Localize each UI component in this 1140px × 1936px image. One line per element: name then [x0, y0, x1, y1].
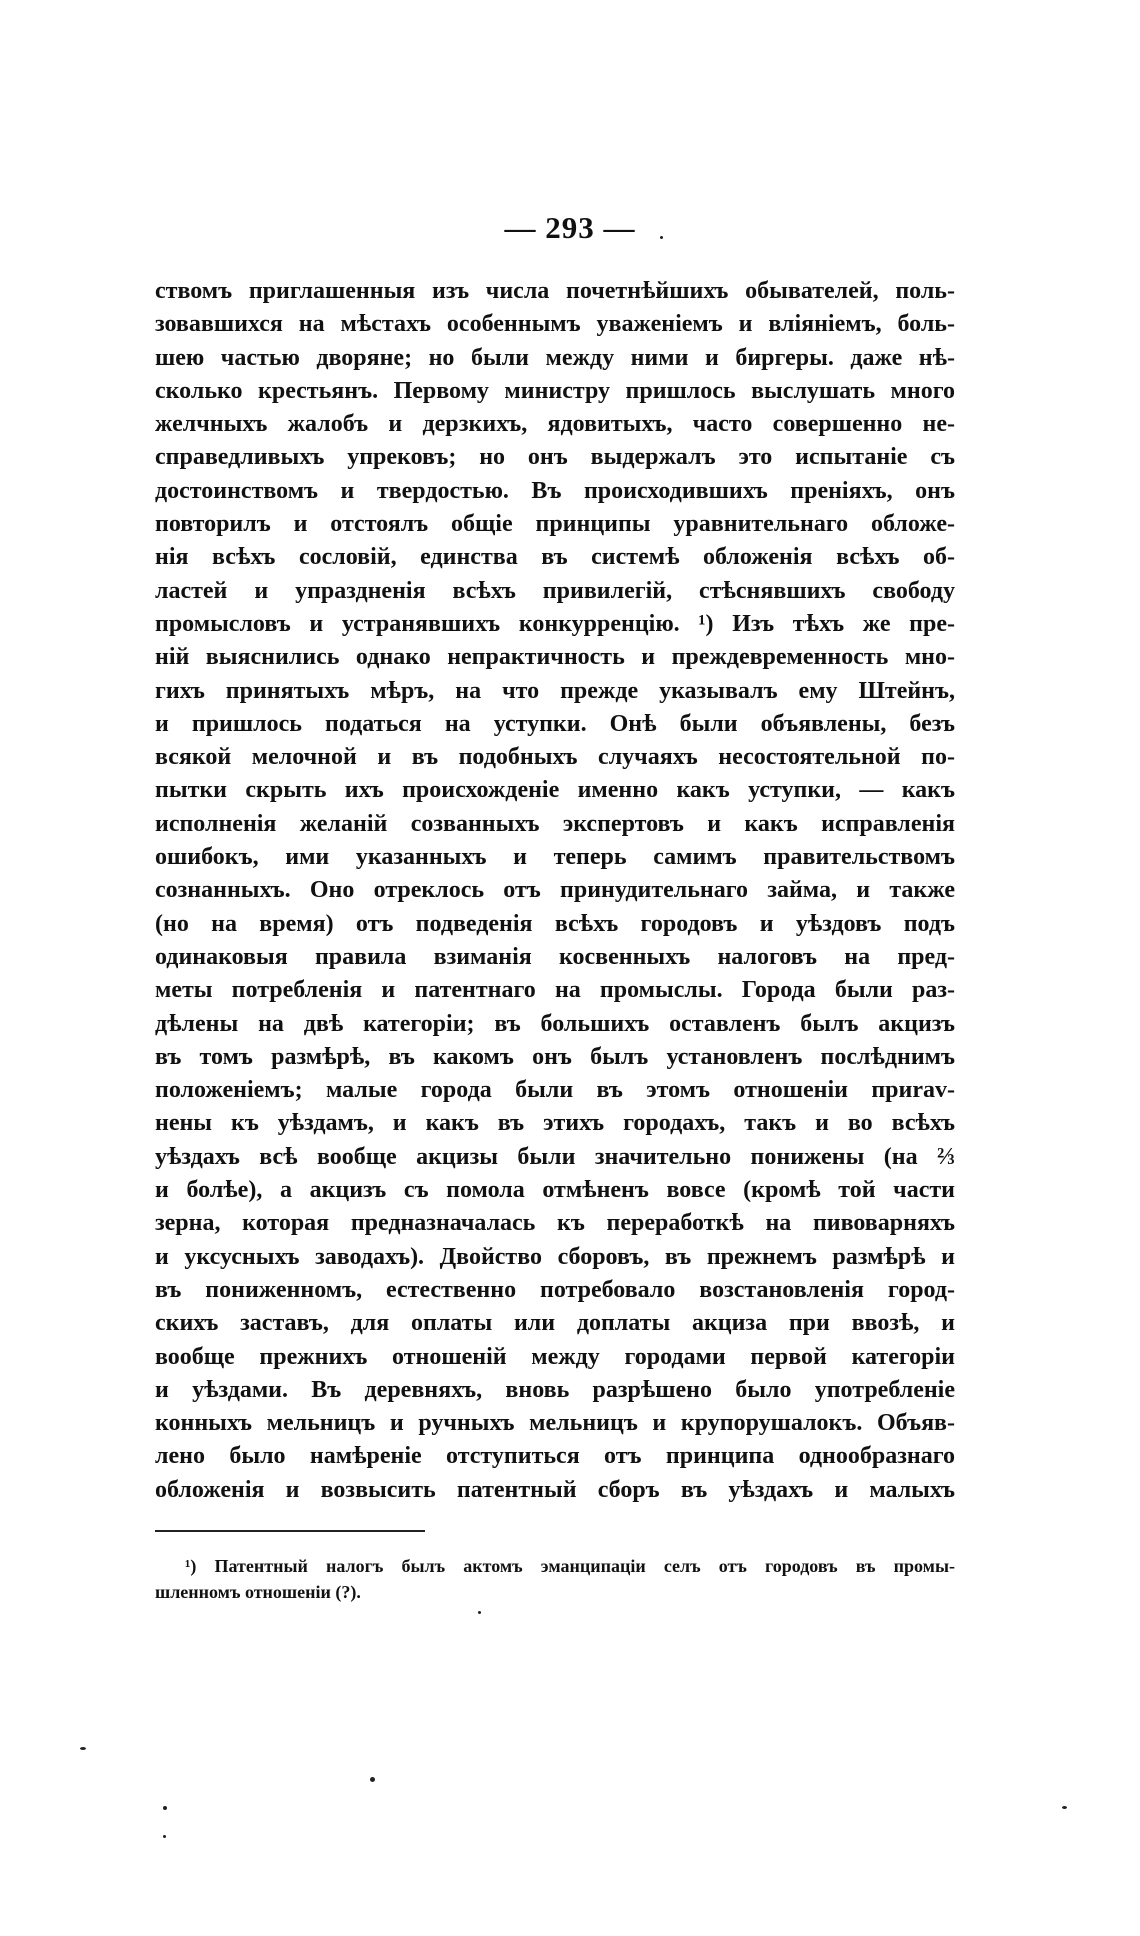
- footnote-divider: [155, 1530, 425, 1532]
- text-line: гихъ принятыхъ мѣръ, на что прежде указывалъ ему Штейнъ,: [155, 677, 955, 704]
- text-line: и уѣздами. Въ деревняхъ, вновь разрѣшено было употребленіе: [155, 1376, 955, 1403]
- scan-speck: [1062, 1806, 1067, 1809]
- text-line: ошибокъ, ими указанныхъ и теперь самимъ правительствомъ: [155, 844, 955, 871]
- text-line: и пришлось податься на уступки. Онѣ были объявлены, безъ: [155, 710, 955, 737]
- scan-speck: [80, 1747, 86, 1750]
- text-line: промысловъ и устранявшихъ конкурренцію. ¹) Изъ тѣхъ же пре-: [155, 610, 955, 637]
- text-line: зовавшихся на мѣстахъ особеннымъ уваженіемъ и вліяніемъ, боль-: [155, 311, 955, 338]
- text-line: ствомъ приглашенныя изъ числа почетнѣйшихъ обывателей, поль-: [155, 278, 955, 304]
- footnotes: [155, 1553, 955, 1605]
- body-text: [155, 275, 955, 1507]
- text-line: ній выяснились однако непрактичность и преждевременность мно-: [155, 644, 955, 671]
- text-line: пытки скрыть ихъ происхожденіе именно какъ уступки, — какъ: [155, 777, 955, 804]
- text-line: обложенія и возвысить патентный сборъ въ уѣздахъ и малыхъ: [155, 1476, 955, 1503]
- footnote-line: ¹) Патентный налогъ былъ актомъ эманципаціи селъ отъ городовъ въ промы-: [185, 1556, 955, 1576]
- scan-speck: [370, 1777, 375, 1782]
- text-line: шею частью дворяне; но были между ними и биргеры. даже нѣ-: [155, 344, 955, 371]
- scan-speck: [163, 1806, 167, 1810]
- text-line: дѣлены на двѣ категоріи; въ большихъ оставленъ былъ акцизъ: [155, 1010, 955, 1037]
- text-line: нены къ уѣздамъ, и какъ въ этихъ городахъ, такъ и во всѣхъ: [155, 1110, 955, 1137]
- text-line: лено было намѣреніе отступиться отъ принципа однообразнаго: [155, 1443, 955, 1470]
- text-line: и болѣе), а акцизъ съ помола отмѣненъ вовсе (кромѣ той части: [155, 1177, 955, 1204]
- scan-speck: [478, 1611, 481, 1614]
- text-line: (но на время) отъ подведенія всѣхъ городовъ и уѣздовъ подъ: [155, 910, 955, 937]
- text-line: уѣздахъ всѣ вообще акцизы были значительно понижены (на ⅔: [155, 1143, 955, 1170]
- text-line: желчныхъ жалобъ и дерзкихъ, ядовитыхъ, часто совершенно не-: [155, 411, 955, 438]
- text-line: въ томъ размѣрѣ, въ какомъ онъ былъ установленъ послѣднимъ: [155, 1043, 955, 1070]
- text-line: вообще прежнихъ отношеній между городами первой категоріи: [155, 1343, 955, 1370]
- text-line: и уксусныхъ заводахъ). Двойство сборовъ, въ прежнемъ размѣрѣ и: [155, 1243, 955, 1270]
- text-line: въ пониженномъ, естественно потребовало возстановленія город-: [155, 1276, 955, 1303]
- text-line: повторилъ и отстоялъ общіе принципы уравнительнаго обложе-: [155, 511, 955, 538]
- text-line: ластей и упраздненія всѣхъ привилегій, стѣснявшихъ свободу: [155, 577, 955, 604]
- text-line: зерна, которая предназначалась къ переработкѣ на пивоварняхъ: [155, 1210, 955, 1237]
- text-line: достоинствомъ и твердостью. Въ происходившихъ преніяхъ, онъ: [155, 477, 955, 504]
- text-line: конныхъ мельницъ и ручныхъ мельницъ и крупорушалокъ. Объяв-: [155, 1410, 955, 1437]
- footnote-line: шленномъ отношеніи (?).: [155, 1582, 361, 1602]
- text-line: сколько крестьянъ. Первому министру пришлось выслушать много: [155, 377, 955, 404]
- text-line: нія всѣхъ сословій, единства въ системѣ обложенія всѣхъ об-: [155, 544, 955, 571]
- text-line: всякой мелочной и въ подобныхъ случаяхъ несостоятельной по-: [155, 744, 955, 771]
- scan-speck: [660, 236, 663, 239]
- text-line: справедливыхъ упрековъ; но онъ выдержалъ это испытаніе съ: [155, 444, 955, 471]
- text-line: положеніемъ; малые города были въ этомъ отношеніи приrav-: [155, 1077, 955, 1104]
- text-line: меты потребленія и патентнаго на промыслы. Города были раз-: [155, 977, 955, 1004]
- text-line: сознанныхъ. Оно отреклось отъ принудительнаго займа, и также: [155, 877, 955, 904]
- text-line: скихъ заставъ, для оплаты или доплаты акциза при ввозѣ, и: [155, 1310, 955, 1337]
- page-number: — 293 —: [504, 210, 636, 245]
- text-line: исполненія желаній созванныхъ экспертовъ и какъ исправленія: [155, 810, 955, 837]
- text-line: одинаковыя правила взиманія косвенныхъ налоговъ на пред-: [155, 943, 955, 970]
- scan-speck: [163, 1835, 166, 1838]
